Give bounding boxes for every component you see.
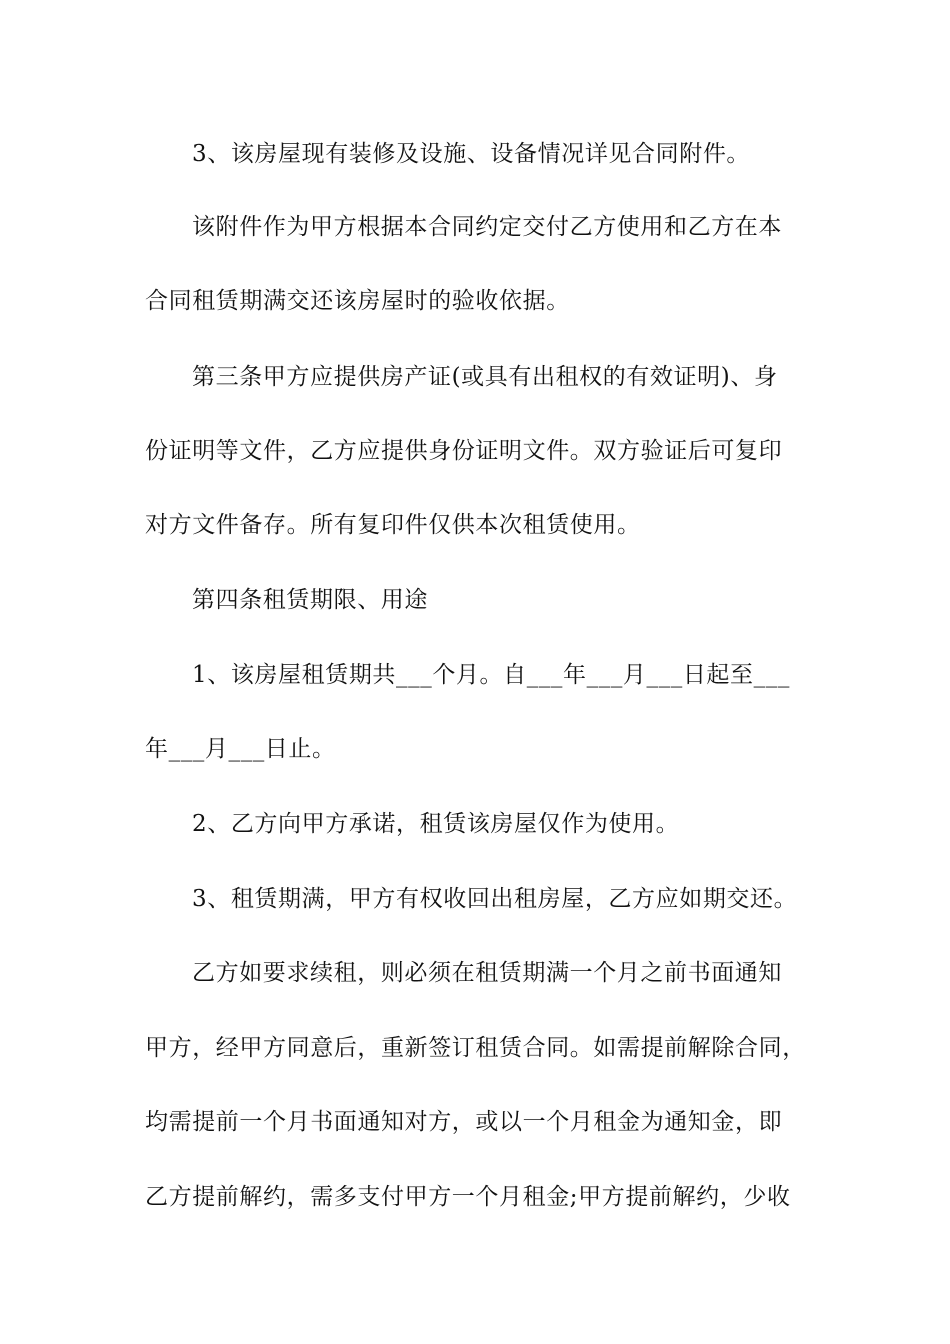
paragraph-line: 甲方，经甲方同意后，重新签订租赁合同。如需提前解除合同，: [145, 1035, 806, 1061]
paragraph-line: 乙方如要求续租，则必须在租赁期满一个月之前书面通知: [192, 960, 782, 986]
paragraph-line: 年___月___日止。: [145, 736, 336, 762]
paragraph-line: 均需提前一个月书面通知对方，或以一个月租金为通知金，即: [145, 1109, 783, 1135]
paragraph-line: 3、租赁期满，甲方有权收回出租房屋，乙方应如期交还。: [192, 886, 798, 912]
paragraph-line: 3、该房屋现有装修及设施、设备情况详见合同附件。: [192, 141, 751, 167]
paragraph-line: 份证明等文件，乙方应提供身份证明文件。双方验证后可复印: [145, 438, 783, 464]
paragraph-line: 合同租赁期满交还该房屋时的验收依据。: [145, 288, 570, 314]
paragraph-line: 乙方提前解约，需多支付甲方一个月租金;甲方提前解约，少收: [145, 1184, 791, 1210]
paragraph-line: 该附件作为甲方根据本合同约定交付乙方使用和乙方在本: [192, 214, 782, 240]
paragraph-line: 第三条甲方应提供房产证(或具有出租权的有效证明)、身: [192, 364, 778, 390]
section-heading: 第四条租赁期限、用途: [192, 587, 428, 613]
paragraph-line: 2、乙方向甲方承诺，租赁该房屋仅作为使用。: [192, 811, 680, 837]
paragraph-line: 对方文件备存。所有复印件仅供本次租赁使用。: [145, 512, 641, 538]
paragraph-line: 1、该房屋租赁期共___个月。自___年___月___日起至___: [192, 662, 790, 688]
